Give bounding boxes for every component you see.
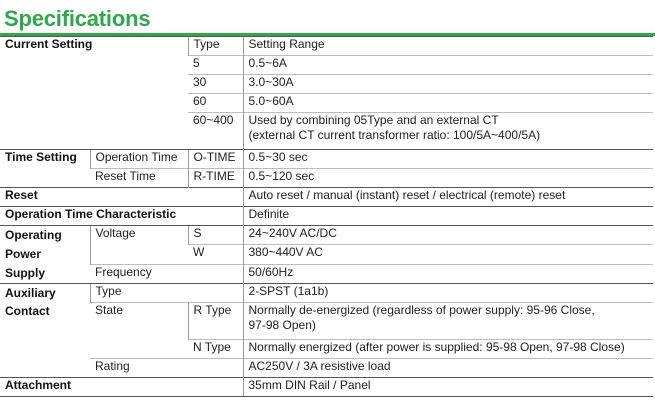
time-setting-label: Time Setting xyxy=(0,150,90,188)
current-setting-label: Current Setting xyxy=(0,37,188,150)
table-row xyxy=(0,359,653,378)
rating-value: AC250V / 3A resistive load xyxy=(243,359,653,378)
range-line-2: (external CT current transformer ratio: 100/5A~400/5A) xyxy=(248,128,541,142)
rating-label: Rating xyxy=(90,359,243,378)
r-value-line-1: Normally de-energized (regardless of power supply: 95-96 Close, xyxy=(248,303,595,317)
attachment-label: Attachment xyxy=(0,378,243,397)
r-type-value xyxy=(243,303,653,340)
table-row xyxy=(0,169,653,188)
power-label-line-1: Operating xyxy=(5,228,62,242)
aux-type-value: 2-SPST (1a1b) xyxy=(243,284,653,303)
aux-label-line-2: Contact xyxy=(5,304,50,318)
power-label-line-3: Supply xyxy=(5,266,46,280)
table-row xyxy=(0,226,653,245)
r-type-code: R Type xyxy=(188,303,243,340)
range-line-1: Used by combining 05Type and an external CT xyxy=(248,113,499,127)
table-row xyxy=(0,37,653,56)
specifications-table xyxy=(0,36,653,397)
reset-time-code: R-TIME xyxy=(188,169,243,188)
w-value: 380~440V AC xyxy=(243,245,653,264)
table-row xyxy=(0,378,653,397)
state-label: State xyxy=(90,303,188,359)
reset-time-label: Reset Time xyxy=(90,169,188,188)
reset-value: Auto reset / manual (instant) reset / electrical (remote) reset xyxy=(243,188,653,207)
r-value-line-2: 97-98 Open) xyxy=(248,318,316,332)
operation-time-label: Operation Time xyxy=(90,150,188,169)
page-title: Specifications xyxy=(4,6,151,31)
reset-time-value: 0.5~120 sec xyxy=(243,169,653,188)
range-cell: 3.0~30A xyxy=(243,75,653,94)
type-header: Type xyxy=(188,37,243,56)
frequency-value: 50/60Hz xyxy=(243,264,653,283)
voltage-label: Voltage xyxy=(90,226,188,265)
n-type-value: Normally energized (after power is supplied: 95-98 Open, 97-98 Close) xyxy=(243,340,653,359)
characteristic-label: Operation Time Characteristic xyxy=(0,207,243,226)
reset-label: Reset xyxy=(0,188,243,207)
attachment-value: 35mm DIN Rail / Panel xyxy=(243,378,653,397)
s-value: 24~240V AC/DC xyxy=(243,226,653,245)
table-row xyxy=(0,264,653,283)
type-cell: 30 xyxy=(188,75,243,94)
range-cell: 5.0~60A xyxy=(243,94,653,113)
frequency-label: Frequency xyxy=(90,264,243,283)
table-row xyxy=(0,207,653,226)
power-label-line-2: Power xyxy=(5,247,42,261)
s-code: S xyxy=(188,226,243,245)
type-cell: 60 xyxy=(188,94,243,113)
table-row xyxy=(0,303,653,340)
aux-label-line-1: Auxiliary xyxy=(5,286,56,300)
auxiliary-contact-label xyxy=(0,284,90,378)
operating-power-supply-label xyxy=(0,226,90,284)
range-cell xyxy=(243,113,653,150)
table-row xyxy=(0,150,653,169)
setting-range-header: Setting Range xyxy=(243,37,653,56)
n-type-code: N Type xyxy=(188,340,243,359)
type-cell: 5 xyxy=(188,56,243,75)
operation-time-code: O-TIME xyxy=(188,150,243,169)
operation-time-value: 0.5~30 sec xyxy=(243,150,653,169)
characteristic-value: Definite xyxy=(243,207,653,226)
type-cell: 60~400 xyxy=(188,113,243,150)
aux-type-label: Type xyxy=(90,284,243,303)
table-row xyxy=(0,284,653,303)
range-cell: 0.5~6A xyxy=(243,56,653,75)
w-code: W xyxy=(188,245,243,264)
table-row xyxy=(0,188,653,207)
